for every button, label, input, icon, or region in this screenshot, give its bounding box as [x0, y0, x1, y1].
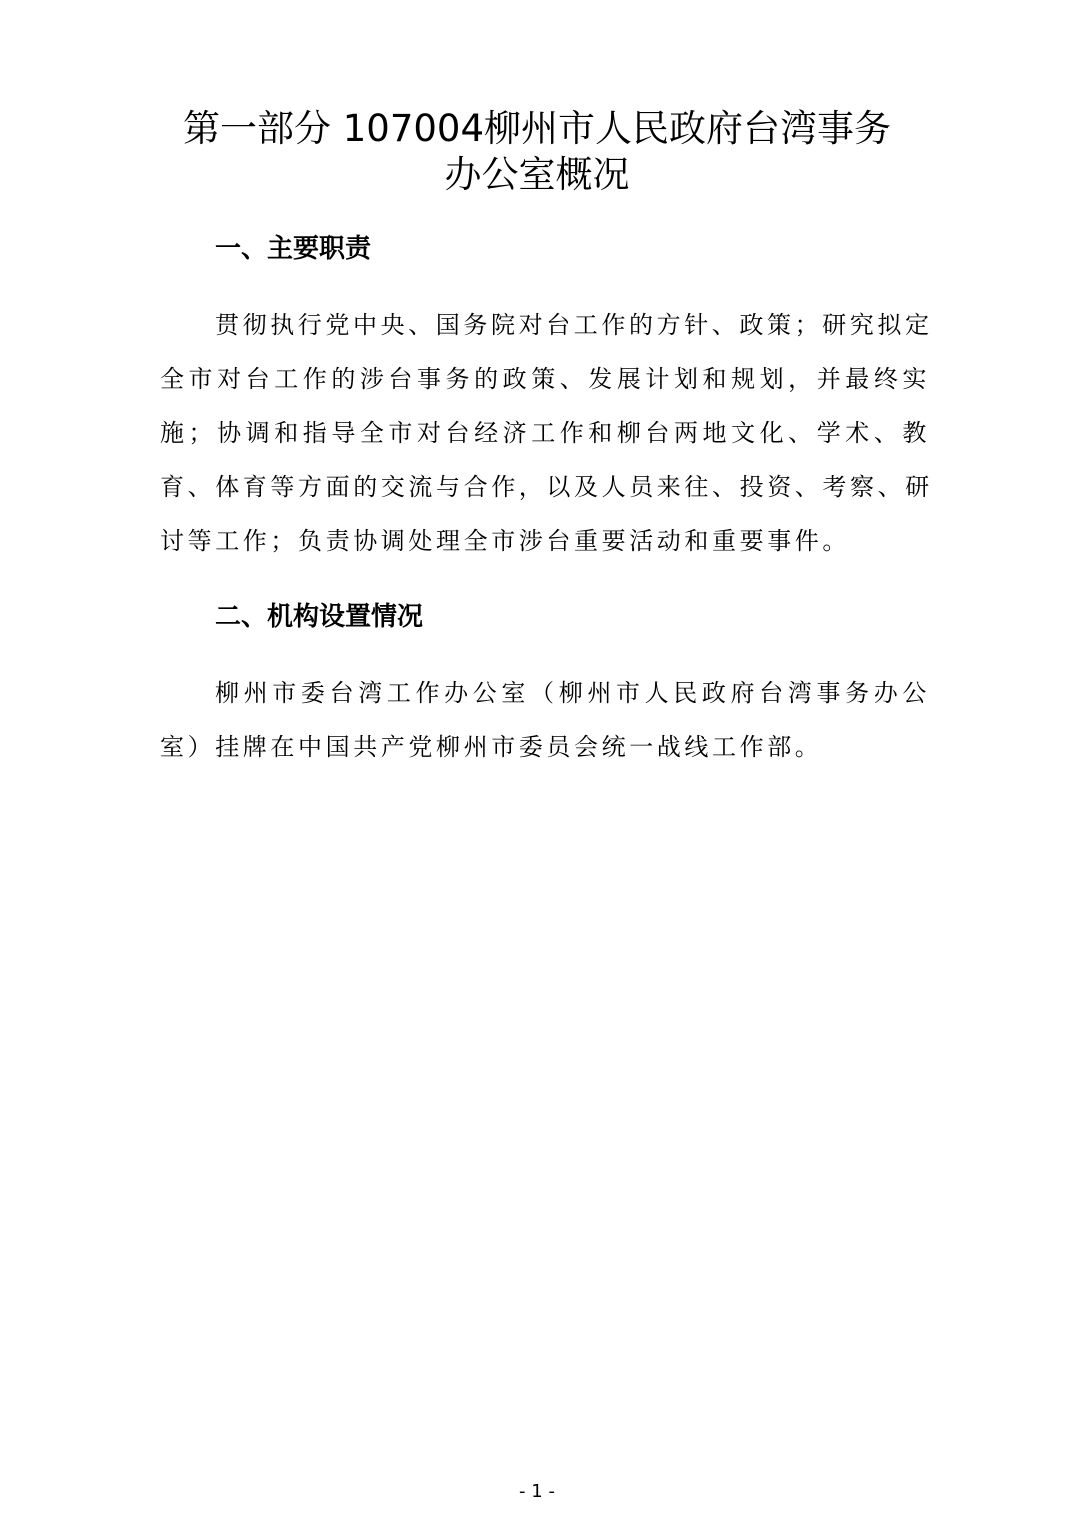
section-heading-responsibilities: 一、主要职责	[215, 234, 372, 264]
paragraph-line: 育、体育等方面的交流与合作，以及人员来往、投资、考察、研	[160, 473, 933, 501]
responsibilities-paragraph	[160, 298, 933, 568]
paragraph-line: 讨等工作；负责协调处理全市涉台重要活动和重要事件。	[160, 527, 850, 555]
page-title	[120, 106, 954, 198]
organization-paragraph	[160, 666, 930, 774]
paragraph-line: 全市对台工作的涉台事务的政策、发展计划和规划，并最终实	[160, 365, 930, 393]
paragraph-line: 施；协调和指导全市对台经济工作和柳台两地文化、学术、教	[160, 419, 930, 447]
paragraph-line: 柳州市委台湾工作办公室（柳州市人民政府台湾事务办公	[215, 679, 930, 707]
paragraph-line: 贯彻执行党中央、国务院对台工作的方针、政策；研究拟定	[215, 311, 933, 339]
page-title-line-2: 办公室概况	[444, 153, 630, 196]
paragraph-line: 室）挂牌在中国共产党柳州市委员会统一战线工作部。	[160, 733, 823, 761]
section-heading-organization: 二、机构设置情况	[215, 602, 424, 632]
page-number: - 1 -	[519, 1481, 555, 1502]
page-title-line-1: 第一部分 107004柳州市人民政府台湾事务	[182, 107, 891, 150]
